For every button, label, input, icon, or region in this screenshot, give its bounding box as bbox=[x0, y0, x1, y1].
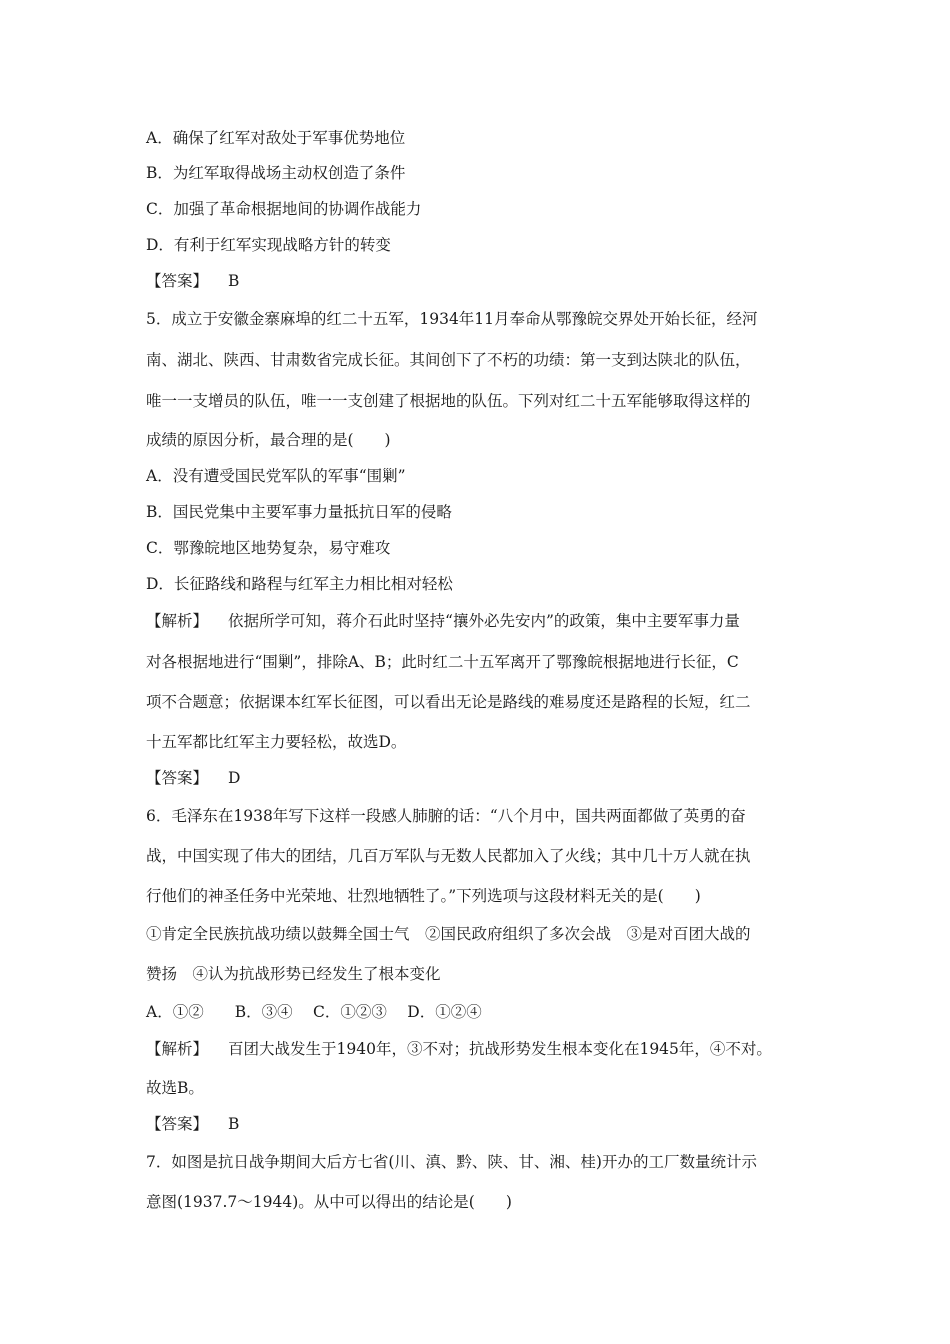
q5-analysis-line-1 bbox=[146, 611, 826, 631]
q7-stem-line-2: 意图(1937.7～1944)。从中可以得出的结论是( ) bbox=[146, 1193, 512, 1211]
answer-label: 【答案】 bbox=[146, 769, 209, 787]
q6-stem-line-2: 战，中国实现了伟大的团结，几百万军队与无数人民都加入了火线；其中几十万人就在执 bbox=[146, 847, 751, 865]
q4-answer bbox=[146, 271, 826, 291]
analysis-text: 依据所学可知，蒋介石此时坚持“攘外必先安内”的政策，集中主要军事力量 bbox=[228, 612, 740, 630]
q6-stem-line-5: 赞扬 ④认为抗战形势已经发生了根本变化 bbox=[146, 965, 441, 983]
q4-option-d: D．有利于红军实现战略方针的转变 bbox=[146, 236, 391, 254]
q5-stem-line-4: 成绩的原因分析，最合理的是( ) bbox=[146, 431, 391, 449]
q5-option-d: D．长征路线和路程与红军主力相比相对轻松 bbox=[146, 575, 453, 593]
q6-analysis-line-2: 故选B。 bbox=[146, 1079, 204, 1097]
q5-analysis-line-4: 十五军都比红军主力要轻松，故选D。 bbox=[146, 733, 407, 751]
q5-stem-line-2: 南、湖北、陕西、甘肃数省完成长征。其间创下了不朽的功绩：第一支到达陕北的队伍， bbox=[146, 351, 751, 369]
q6-stem-line-4: ①肯定全民族抗战功绩以鼓舞全国士气 ②国民政府组织了多次会战 ③是对百团大战的 bbox=[146, 925, 751, 943]
q6-stem-line-1: 6．毛泽东在1938年写下这样一段感人肺腑的话：“八个月中，国共两面都做了英勇的奋 bbox=[146, 807, 746, 825]
answer-value: B bbox=[228, 272, 240, 290]
q5-analysis-line-3: 项不合题意；依据课本红军长征图，可以看出无论是路线的难易度还是路程的长短，红二 bbox=[146, 693, 751, 711]
answer-label: 【答案】 bbox=[146, 272, 209, 290]
q5-stem-line-1: 5．成立于安徽金寨麻埠的红二十五军，1934年11月奉命从鄂豫皖交界处开始长征，经河 bbox=[146, 310, 758, 328]
q5-option-c: C．鄂豫皖地区地势复杂，易守难攻 bbox=[146, 539, 391, 557]
answer-value: B bbox=[228, 1115, 240, 1133]
q5-answer bbox=[146, 768, 826, 788]
q5-option-a: A．没有遭受国民党军队的军事“围剿” bbox=[146, 467, 406, 485]
answer-label: 【答案】 bbox=[146, 1115, 209, 1133]
q4-option-a: A．确保了红军对敌处于军事优势地位 bbox=[146, 129, 406, 147]
answer-value: D bbox=[228, 769, 241, 787]
analysis-label: 【解析】 bbox=[146, 612, 209, 630]
q6-analysis-line-1 bbox=[146, 1039, 826, 1059]
analysis-label: 【解析】 bbox=[146, 1040, 209, 1058]
q5-stem-line-3: 唯一一支增员的队伍，唯一一支创建了根据地的队伍。下列对红二十五军能够取得这样的 bbox=[146, 392, 751, 410]
q6-answer bbox=[146, 1114, 826, 1134]
q7-stem-line-1: 7．如图是抗日战争期间大后方七省(川、滇、黔、陕、甘、湘、桂)开办的工厂数量统计示 bbox=[146, 1153, 757, 1171]
q5-option-b: B．国民党集中主要军事力量抵抗日军的侵略 bbox=[146, 503, 452, 521]
q4-option-c: C．加强了革命根据地间的协调作战能力 bbox=[146, 200, 422, 218]
analysis-text: 百团大战发生于1940年，③不对；抗战形势发生根本变化在1945年，④不对。 bbox=[228, 1040, 772, 1058]
q4-option-b: B．为红军取得战场主动权创造了条件 bbox=[146, 164, 406, 182]
q6-stem-line-3: 行他们的神圣任务中光荣地、壮烈地牺牲了。”下列选项与这段材料无关的是( ) bbox=[146, 887, 701, 905]
q6-options: A．①② B．③④ C．①②③ D．①②④ bbox=[146, 1003, 482, 1021]
q5-analysis-line-2: 对各根据地进行“围剿”，排除A、B；此时红二十五军离开了鄂豫皖根据地进行长征，C bbox=[146, 653, 739, 671]
